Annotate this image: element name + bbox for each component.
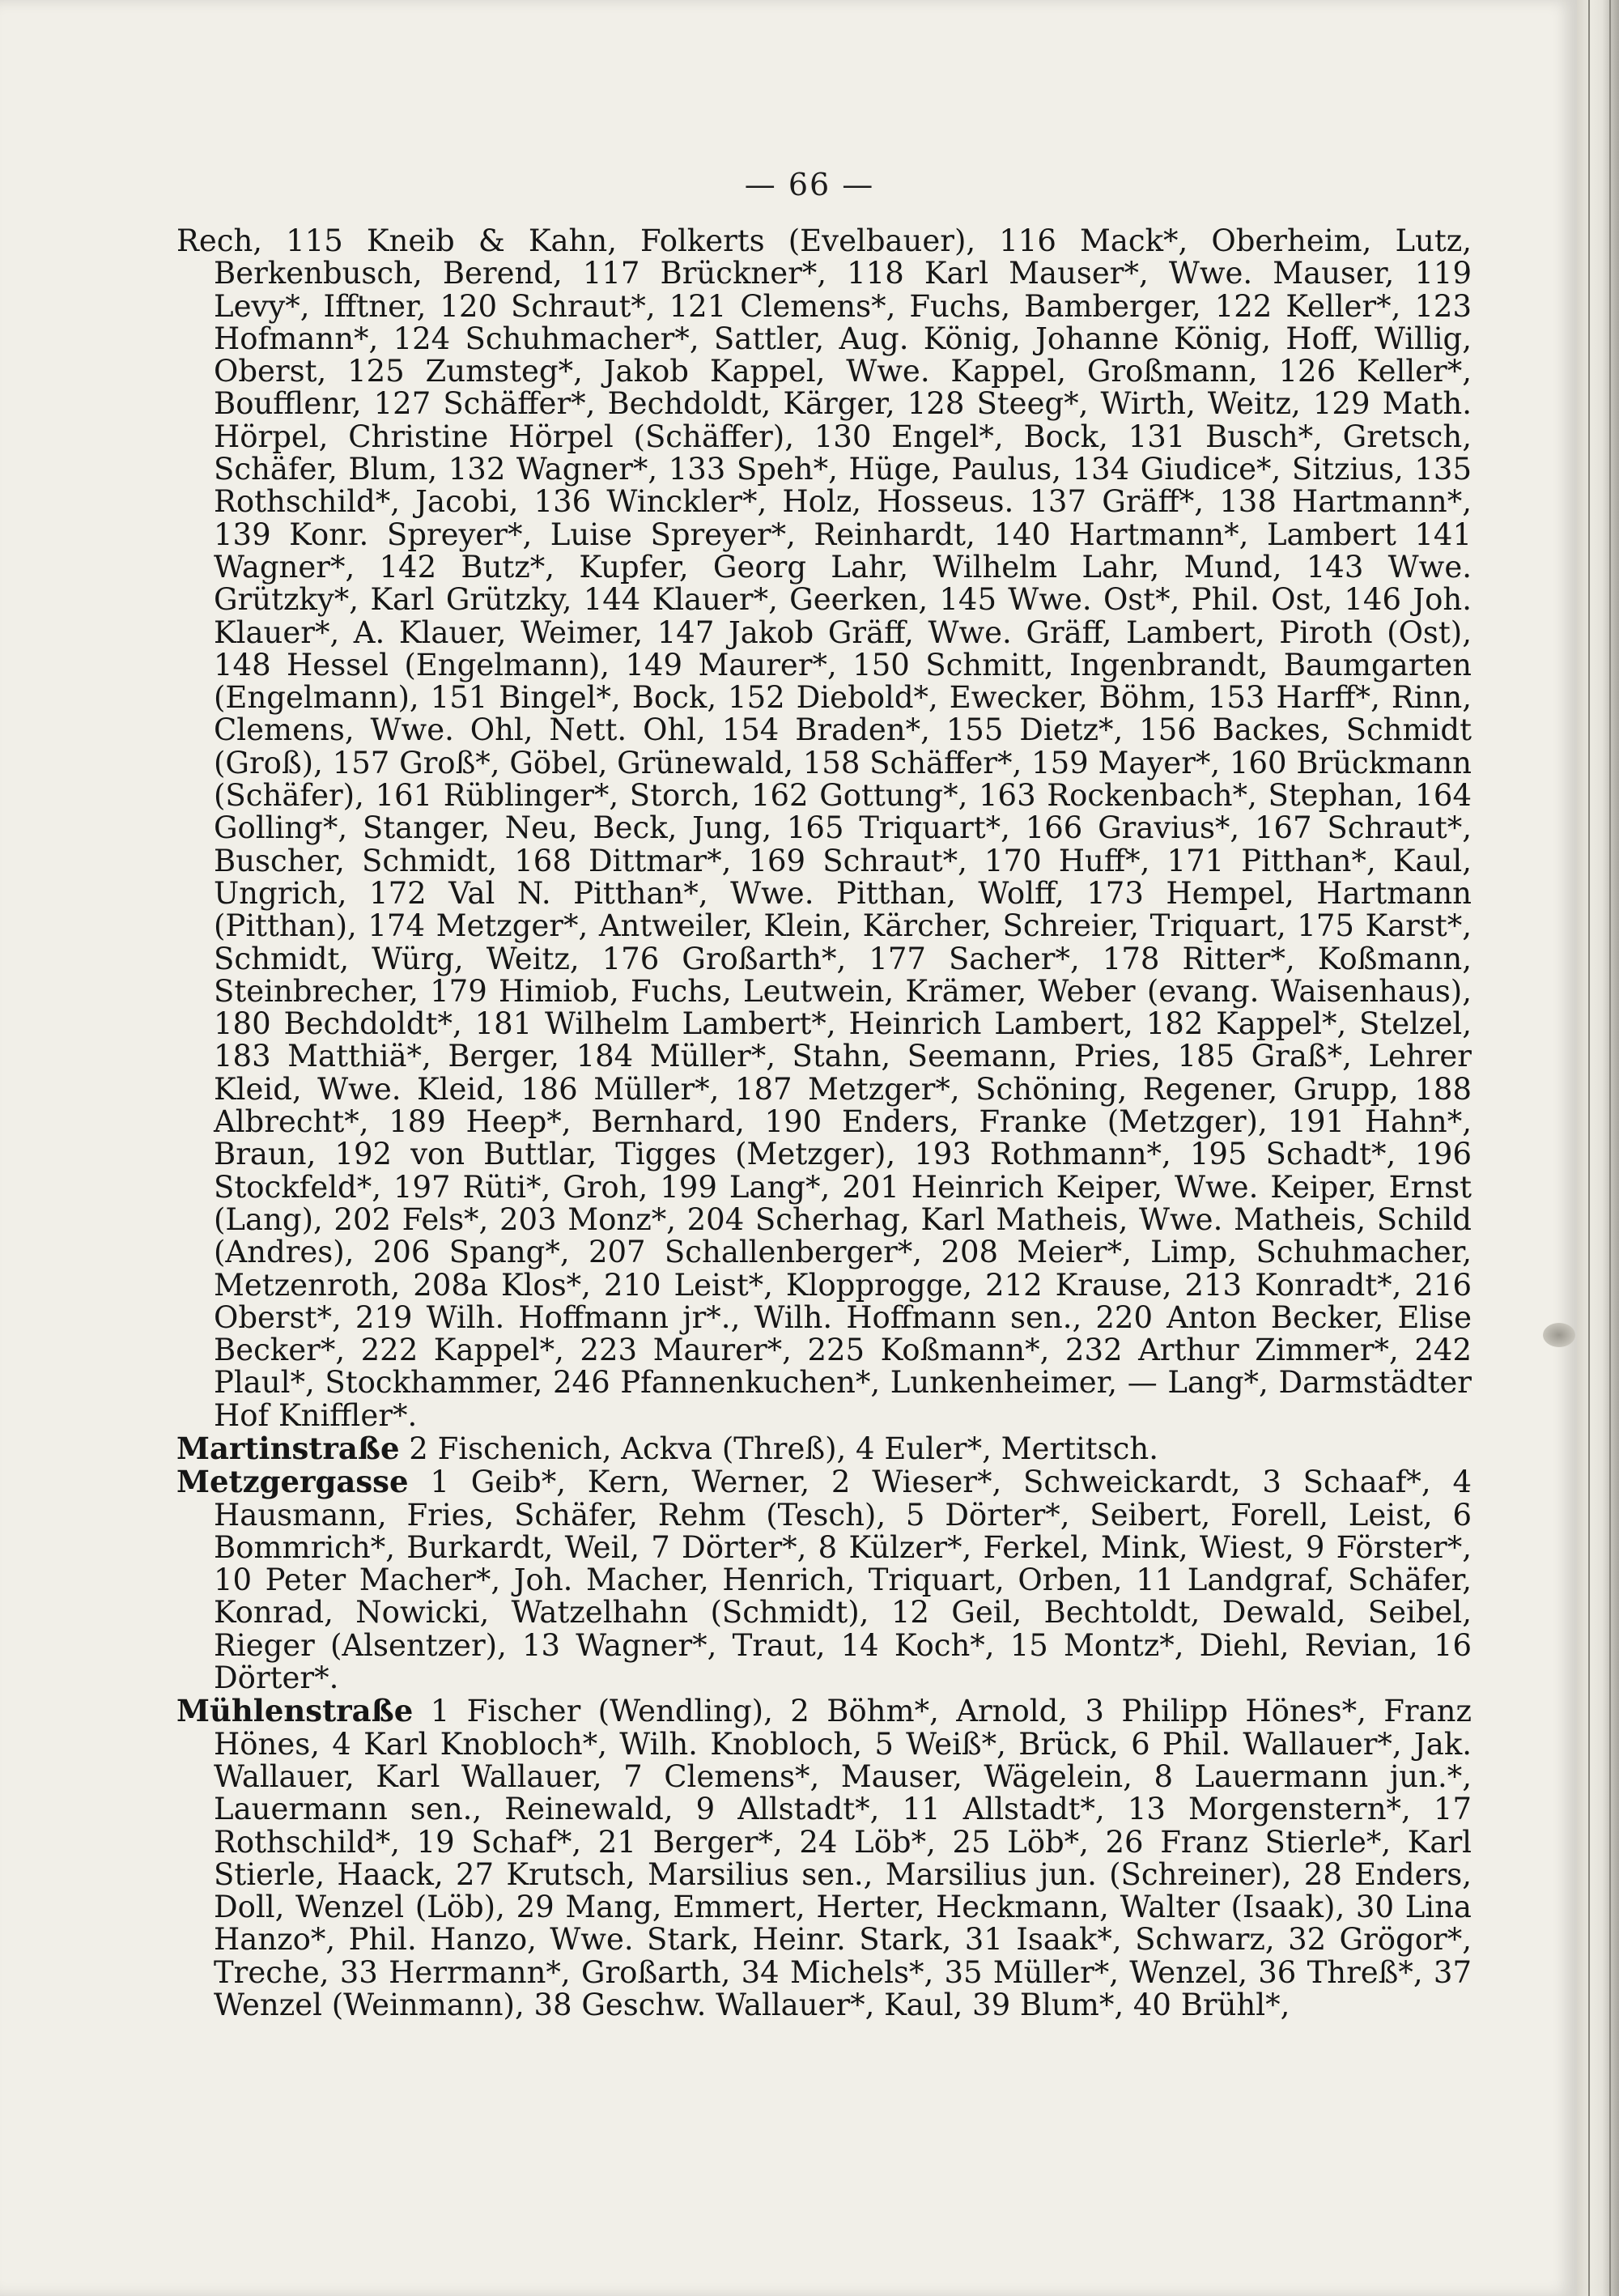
entry-text: Rech, 115 Kneib & Kahn, Folkerts (Evelbauer), 116 Mack*, Oberheim, Lutz, Berkenbusch, Berend, 117 Brückner*, 118 Karl Mauser*, Wwe. Mauser, 119 Levy*, Ifftner, 120 Schraut*, 121 Clemens*, Fuchs, Bamberger, 122 Keller*, 123 Hofmann*, 124 Schuhmacher*, Sattler, Aug. König, Johanne König, Hoff, Willig, Oberst, 125 Zumsteg*, Jakob Kappel, Wwe. Kappel, Großmann, 126 Keller*, Boufflenr, 127 Schäffer*, Bechdoldt, Kärger, 128 Steeg*, Wirth, Weitz, 129 Math. Hörpel, Christine Hörpel (Schäffer), 130 Engel*, Bock, 131 Busch*, Gretsch, Schäfer, Blum, 132 Wagner*, 133 Speh*, Hüge, Paulus, 134 Giudice*, Sitzius, 135 Rothschild*, Jacobi, 136 Winckler*, Holz, Hosseus. 137 Gräff*, 138 Hartmann*, 139 Konr. Spreyer*, Luise Spreyer*, Reinhardt, 140 Hartmann*, Lambert 141 Wagner*, 142 Butz*, Kupfer, Georg Lahr, Wilhelm Lahr, Mund, 143 Wwe. Grützky*, Karl Grützky, 144 Klauer*, Geerken, 145 Wwe. Ost*, Phil. Ost, 146 Joh. Klauer*, A. Klauer, Weimer, 147 Jakob Gräff, Wwe. Gräff, Lambert, Piroth (Ost), 148 Hessel (Engelmann), 149 Maurer*, 150 Schmitt, Ingenbrandt, Baumgarten (Engelmann), 151 Bingel*, Bock, 152 Diebold*, Ewecker, Böhm, 153 Harff*, Rinn, Clemens, Wwe. Ohl, Nett. Ohl, 154 Braden*, 155 Dietz*, 156 Backes, Schmidt (Groß), 157 Groß*, Göbel, Grünewald, 158 Schäffer*, 159 Mayer*, 160 Brückmann (Schäfer), 161 Rüblinger*, Storch, 162 Gottung*, 163 Rockenbach*, Stephan, 164 Golling*, Stanger, Neu, Beck, Jung, 165 Triquart*, 166 Gravius*, 167 Schraut*, Buscher, Schmidt, 168 Dittmar*, 169 Schraut*, 170 Huff*, 171 Pitthan*, Kaul, Ungrich, 172 Val N. Pitthan*, Wwe. Pitthan, Wolff, 173 Hempel, Hartmann (Pitthan), 174 Metzger*, Antweiler, Klein, Kärcher, Schreier, Triquart, 175 Karst*, Schmidt, Würg, Weitz, 176 Großarth*, 177 Sacher*, 178 Ritter*, Koßmann, Steinbrecher, 179 Himiob, Fuchs, Leutwein, Krämer, Weber (evang. Waisenhaus), 180 Bechdoldt*, 181 Wilhelm Lambert*, Heinrich Lambert, 182 Kappel*, Stelzel, 183 Matthiä*, Berger, 184 Müller*, Stahn, Seemann, Pries, 185 Graß*, Lehrer Kleid, Wwe. Kleid, 186 Müller*, 187 Metzger*, Schöning, Regener, Grupp, 188 Albrecht*, 189 Heep*, Bernhard, 190 Enders, Franke (Metzger), 191 Hahn*, Braun, 192 von Buttlar, Tigges (Metzger), 193 Rothmann*, 195 Schadt*, 196 Stockfeld*, 197 Rüti*, Groh, 199 Lang*, 201 Heinrich Keiper, Wwe. Keiper, Ernst (Lang), 202 Fels*, 203 Monz*, 204 Scherhag, Karl Matheis, Wwe. Matheis, Schild (Andres), 206 Spang*, 207 Schallenberger*, 208 Meier*, Limp, Schuhmacher, Metzenroth, 208a Klos*, 210 Leist*, Klopprogge, 212 Krause, 213 Konradt*, 216 Oberst*, 219 Wilh. Hoffmann jr*., Wilh. Hoffmann sen., 220 Anton Becker, Elise Becker*, 222 Kappel*, 223 Maurer*, 225 Koßmann*, 232 Arthur Zimmer*, 242 Plaul*, Stockhammer, 246 Pfannenkuchen*, Lunkenheimer, — Lang*, Darmstädter Hof Kniffler*. xyxy=(176,223,1472,1433)
directory-entry-muehlenstrasse xyxy=(176,1694,1472,2022)
binding-mark xyxy=(1543,1323,1575,1347)
directory-text xyxy=(176,225,1472,2022)
entry-text: 1 Geib*, Kern, Werner, 2 Wieser*, Schweickardt, 3 Schaaf*, 4 Hausmann, Fries, Schäfer, Rehm (Tesch), 5 Dörter*, Seibert, Forell, Leist, 6 Bommrich*, Burkardt, Weil, 7 Dörter*, 8 Külzer*, Ferkel, Mink, Wiest, 9 Förster*, 10 Peter Macher*, Joh. Macher, Henrich, Triquart, Orben, 11 Landgraf, Schäfer, Konrad, Nowicki, Watzelhahn (Schmidt), 12 Geil, Bechtoldt, Dewald, Seibel, Rieger (Alsentzer), 13 Wagner*, Traut, 14 Koch*, 15 Montz*, Diehl, Revian, 16 Dörter*. xyxy=(214,1465,1472,1696)
street-name: Martinstraße xyxy=(176,1430,400,1466)
entry-text: 2 Fischenich, Ackva (Threß), 4 Euler*, Mertitsch. xyxy=(399,1431,1158,1466)
street-name: Mühlenstraße xyxy=(176,1693,414,1729)
page-number: — 66 — xyxy=(744,167,875,202)
page-edge-line xyxy=(1588,0,1590,2296)
directory-entry-martinstrasse xyxy=(176,1432,1472,1465)
page-edge xyxy=(1577,0,1619,2296)
page-edge-line xyxy=(1609,0,1611,2296)
entry-text: 1 Fischer (Wendling), 2 Böhm*, Arnold, 3 Philipp Hönes*, Franz Hönes, 4 Karl Knobloch*, Wilh. Knobloch, 5 Weiß*, Brück, 6 Phil. Wallauer*, Jak. Wallauer, Karl Wallauer, 7 Clemens*, Mauser, Wägelein, 8 Lauermann jun.*, Lauermann sen., Reinewald, 9 Allstadt*, 11 Allstadt*, 13 Morgenstern*, 17 Rothschild*, 19 Schaf*, 21 Berger*, 24 Löb*, 25 Löb*, 26 Franz Stierle*, Karl Stierle, Haack, 27 Krutsch, Marsilius sen., Marsilius jun. (Schreiner), 28 Enders, Doll, Wenzel (Löb), 29 Mang, Emmert, Herter, Heckmann, Walter (Isaak), 30 Lina Hanzo*, Phil. Hanzo, Wwe. Stark, Heinr. Stark, 31 Isaak*, Schwarz, 32 Grögor*, Treche, 33 Herrmann*, Großarth, 34 Michels*, 35 Müller*, Wenzel, 36 Threß*, 37 Wenzel (Weinmann), 38 Geschw. Wallauer*, Kaul, 39 Blum*, 40 Brühl*, xyxy=(214,1694,1472,2023)
directory-entry-continued xyxy=(176,225,1472,1432)
street-name: Metzgergasse xyxy=(176,1464,409,1500)
directory-entry-metzgergasse xyxy=(176,1465,1472,1694)
